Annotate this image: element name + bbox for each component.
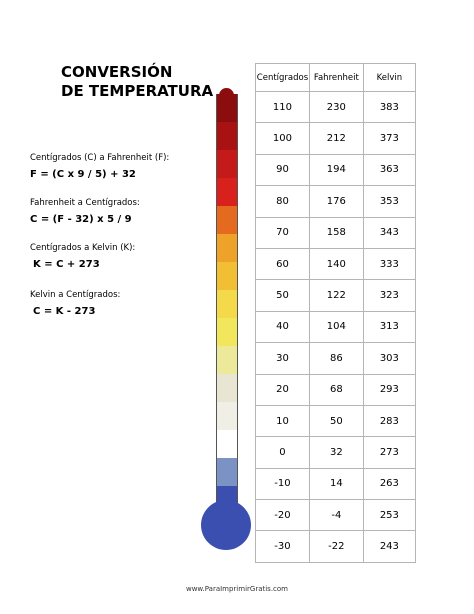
cell-celsius: 70	[256, 217, 310, 248]
cell-fahrenheit: 86	[309, 343, 363, 374]
cell-celsius: 0	[256, 437, 310, 468]
header-kelvin: Kelvin	[363, 64, 415, 92]
cell-fahrenheit: -22	[309, 531, 363, 562]
cell-celsius: 10	[256, 405, 310, 436]
formula-label: Kelvin a Centígrados:	[30, 290, 121, 300]
table-row	[256, 248, 416, 279]
cell-fahrenheit: 176	[309, 186, 363, 217]
formula-equation: C = K - 273	[33, 306, 96, 317]
table-row	[256, 311, 416, 342]
formula-equation: K = C + 273	[33, 259, 100, 270]
cell-fahrenheit: 212	[309, 123, 363, 154]
cell-fahrenheit: 50	[309, 405, 363, 436]
cell-celsius: -20	[256, 500, 310, 531]
cell-kelvin: 313	[363, 311, 415, 342]
table-row	[256, 92, 416, 123]
table-row	[256, 343, 416, 374]
cell-celsius: 40	[256, 311, 310, 342]
formula-equation: C = (F - 32) x 5 / 9	[30, 214, 132, 225]
thermometer-segment	[217, 346, 237, 375]
thermometer-cap	[219, 88, 234, 103]
cell-kelvin: 333	[363, 248, 415, 279]
cell-fahrenheit: 104	[309, 311, 363, 342]
cell-kelvin: 353	[363, 186, 415, 217]
formula-c-to-f	[30, 153, 210, 182]
cell-kelvin: 243	[363, 531, 415, 562]
thermometer-segment	[217, 318, 237, 347]
table-row	[256, 500, 416, 531]
table-row	[256, 405, 416, 436]
cell-fahrenheit: 158	[309, 217, 363, 248]
thermometer-segment	[217, 262, 237, 291]
table-row	[256, 437, 416, 468]
table-row	[256, 154, 416, 185]
cell-kelvin: 263	[363, 468, 415, 499]
cell-fahrenheit: 32	[309, 437, 363, 468]
table-row	[256, 468, 416, 499]
cell-fahrenheit: 140	[309, 248, 363, 279]
header-fahrenheit: Fahrenheit	[309, 64, 363, 92]
cell-kelvin: 343	[363, 217, 415, 248]
cell-fahrenheit: 230	[309, 92, 363, 123]
cell-celsius: -30	[256, 531, 310, 562]
page-title	[61, 63, 231, 101]
cell-fahrenheit: 194	[309, 154, 363, 185]
table-row	[256, 531, 416, 562]
cell-celsius: 100	[256, 123, 310, 154]
formula-label: Centígrados a Kelvin (K):	[30, 243, 136, 253]
formula-c-to-k	[30, 243, 210, 272]
thermometer-segment	[217, 374, 237, 403]
table-row	[256, 374, 416, 405]
cell-kelvin: 253	[363, 500, 415, 531]
thermometer-segment	[217, 430, 237, 459]
title-line-1: CONVERSIÓN	[61, 63, 173, 81]
thermometer-tube	[216, 94, 238, 514]
cell-celsius: 30	[256, 343, 310, 374]
thermometer-segment	[217, 122, 237, 151]
cell-kelvin: 323	[363, 280, 415, 311]
formula-k-to-c	[30, 290, 210, 319]
table-row	[256, 217, 416, 248]
cell-celsius: 80	[256, 186, 310, 217]
cell-fahrenheit: -4	[309, 500, 363, 531]
cell-celsius: 90	[256, 154, 310, 185]
conversion-table	[255, 63, 416, 563]
cell-celsius: 20	[256, 374, 310, 405]
cell-kelvin: 283	[363, 405, 415, 436]
thermometer-segment	[217, 402, 237, 431]
table-row	[256, 186, 416, 217]
thermometer-bulb	[201, 500, 251, 550]
cell-kelvin: 373	[363, 123, 415, 154]
cell-fahrenheit: 122	[309, 280, 363, 311]
thermometer-segment	[217, 290, 237, 319]
footer-url: www.ParaImprimirGratis.com	[185, 585, 289, 593]
cell-celsius: 110	[256, 92, 310, 123]
cell-kelvin: 273	[363, 437, 415, 468]
cell-kelvin: 383	[363, 92, 415, 123]
thermometer-segment	[217, 234, 237, 263]
cell-celsius: -10	[256, 468, 310, 499]
formula-equation: F = (C x 9 / 5) + 32	[30, 169, 136, 180]
formula-label: Centígrados (C) a Fahrenheit (F):	[30, 153, 170, 163]
cell-kelvin: 303	[363, 343, 415, 374]
formula-label: Fahrenheit a Centígrados:	[30, 198, 140, 208]
table-row	[256, 123, 416, 154]
title-line-2: DE TEMPERATURA	[61, 82, 214, 100]
cell-celsius: 50	[256, 280, 310, 311]
table-row	[256, 280, 416, 311]
cell-fahrenheit: 68	[309, 374, 363, 405]
formula-f-to-c	[30, 198, 210, 227]
thermometer-segment	[217, 458, 237, 487]
thermometer-segment	[217, 150, 237, 179]
cell-kelvin: 363	[363, 154, 415, 185]
thermometer-segment	[217, 206, 237, 235]
cell-kelvin: 293	[363, 374, 415, 405]
table-header-row	[256, 64, 416, 92]
thermometer-segment	[217, 178, 237, 207]
cell-fahrenheit: 14	[309, 468, 363, 499]
header-celsius: Centígrados	[256, 64, 310, 92]
cell-celsius: 60	[256, 248, 310, 279]
